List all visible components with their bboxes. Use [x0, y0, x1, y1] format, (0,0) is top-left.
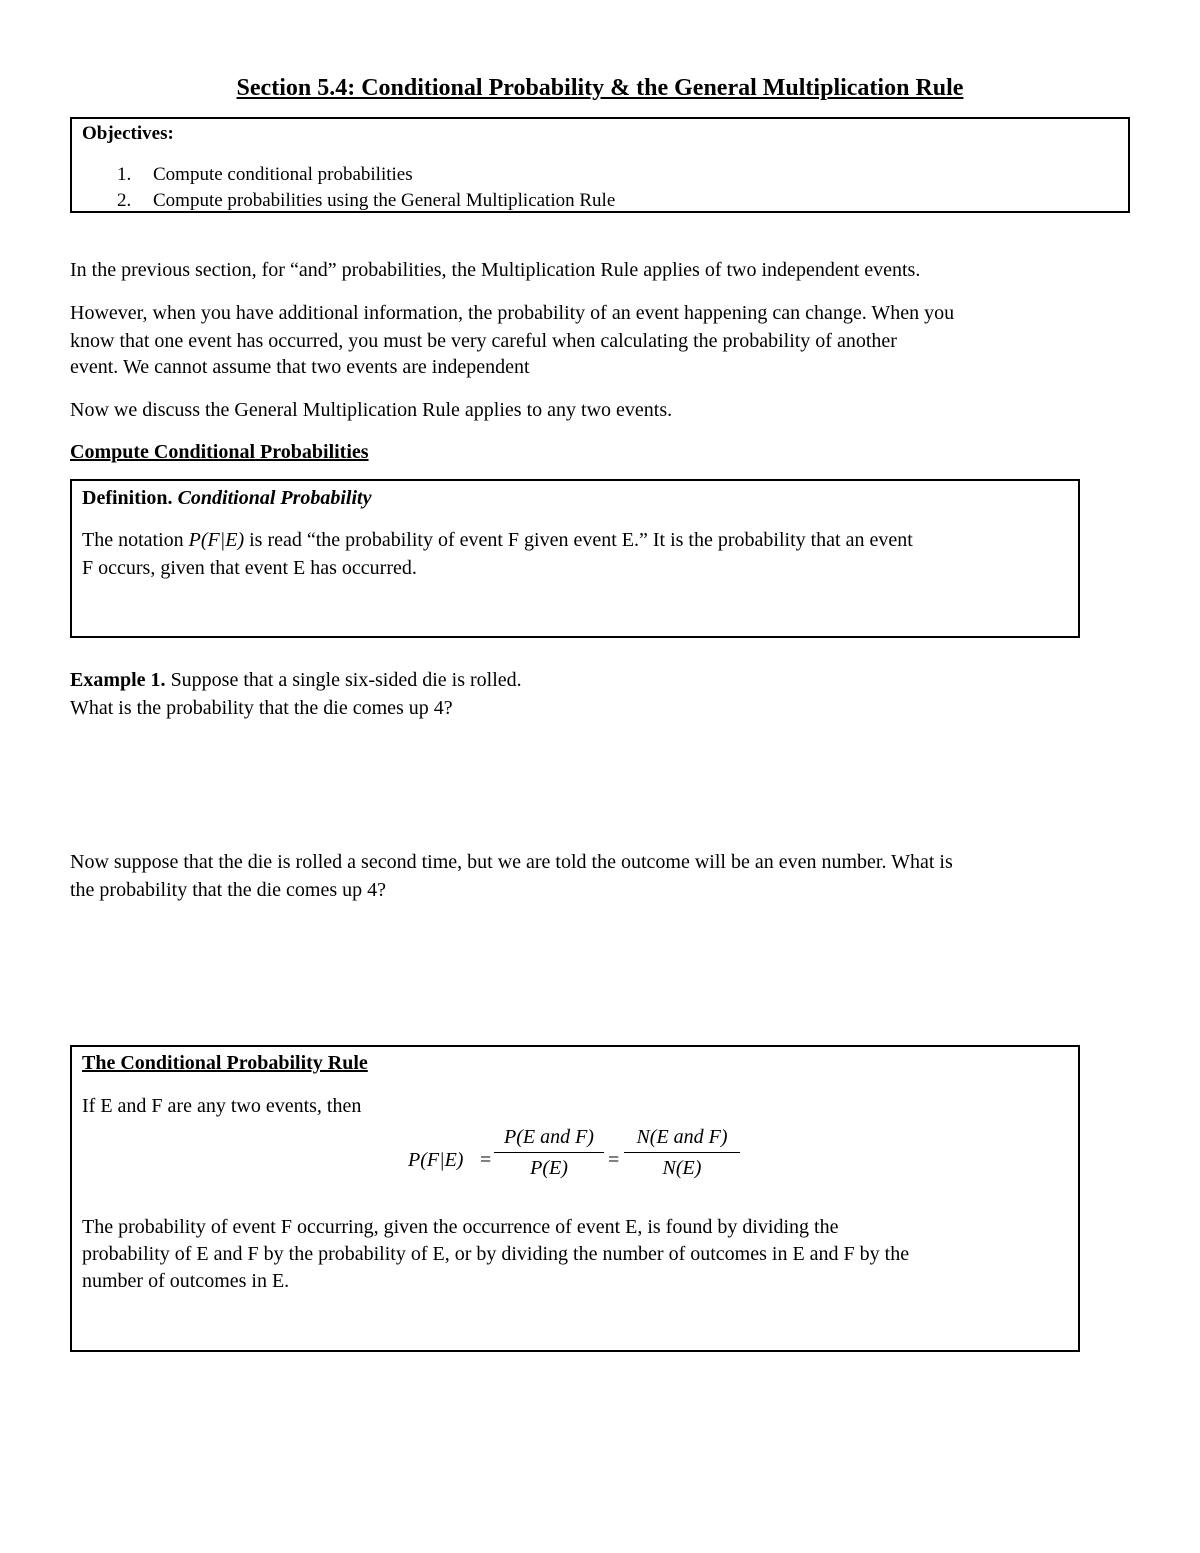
objectives-box — [70, 117, 1130, 213]
intro-paragraph-1: In the previous section, for “and” probabilities, the Multiplication Rule applies of two independent events. — [70, 259, 921, 281]
example-1-followup-line-2: the probability that the die comes up 4? — [70, 879, 387, 901]
fraction-denominator: N(E) — [662, 1157, 702, 1179]
fraction-bar — [494, 1152, 604, 1153]
rule-intro: If E and F are any two events, then — [82, 1095, 362, 1117]
intro-paragraph-3: Now we discuss the General Multiplication Rule applies to any two events. — [70, 399, 673, 421]
fraction-numerator: P(E and F) — [504, 1126, 594, 1148]
example-1-text: Suppose that a single six-sided die is rolled. — [165, 669, 522, 691]
definition-notation: P(F|E) — [188, 529, 245, 551]
intro-paragraph-2-line-3: event. We cannot assume that two events are independent — [70, 356, 530, 378]
rule-explanation-line-2: probability of E and F by the probability of E, or by dividing the number of outcomes in E and F by the — [82, 1243, 910, 1265]
example-1-line-1 — [70, 666, 1130, 694]
objective-number: 1. — [117, 164, 132, 185]
objectives-heading: Objectives: — [82, 123, 174, 144]
definition-title — [82, 484, 1068, 512]
definition-text: The notation — [82, 529, 189, 551]
definition-text: is read “the probability of event F given event E.” It is the probability that an event — [244, 529, 913, 551]
definition-line-1 — [82, 526, 1068, 554]
objective-text: Compute probabilities using the General Multiplication Rule — [153, 190, 616, 211]
definition-term: Conditional Probability — [177, 487, 372, 509]
formula-fraction-probability — [494, 1123, 604, 1182]
rule-heading: The Conditional Probability Rule — [82, 1052, 368, 1074]
objective-item — [117, 188, 615, 214]
page-title: Section 5.4: Conditional Probability & the General Multiplication Rule — [236, 75, 964, 101]
definition-box — [70, 479, 1080, 638]
definition-label: Definition. — [82, 487, 173, 509]
formula-fraction-count — [624, 1123, 740, 1182]
definition-line-2: F occurs, given that event E has occurred. — [82, 557, 417, 579]
example-1-question: What is the probability that the die comes up 4? — [70, 697, 453, 719]
intro-paragraph-2-line-1: However, when you have additional information, the probability of an event happening can change. When you — [70, 302, 955, 324]
rule-explanation-line-3: number of outcomes in E. — [82, 1270, 290, 1292]
conditional-probability-rule-box — [70, 1045, 1080, 1352]
fraction-bar — [624, 1152, 740, 1153]
formula-lhs: P(F|E) — [408, 1149, 464, 1171]
intro-paragraph-2-line-2: know that one event has occurred, you must be very careful when calculating the probability of another — [70, 330, 897, 352]
fraction-denominator: P(E) — [530, 1157, 568, 1179]
compute-heading: Compute Conditional Probabilities — [70, 441, 369, 463]
formula-equals: = — [480, 1149, 492, 1171]
objective-text: Compute conditional probabilities — [153, 164, 413, 185]
rule-explanation-line-1: The probability of event F occurring, given the occurrence of event E, is found by dividing the — [82, 1216, 839, 1238]
formula-equals: = — [608, 1149, 620, 1171]
objective-number: 2. — [117, 190, 132, 211]
example-1-followup-line-1: Now suppose that the die is rolled a second time, but we are told the outcome will be an even number. What is — [70, 851, 953, 873]
fraction-numerator: N(E and F) — [636, 1126, 728, 1148]
example-1-label: Example 1. — [70, 669, 166, 691]
objective-item — [117, 162, 413, 188]
